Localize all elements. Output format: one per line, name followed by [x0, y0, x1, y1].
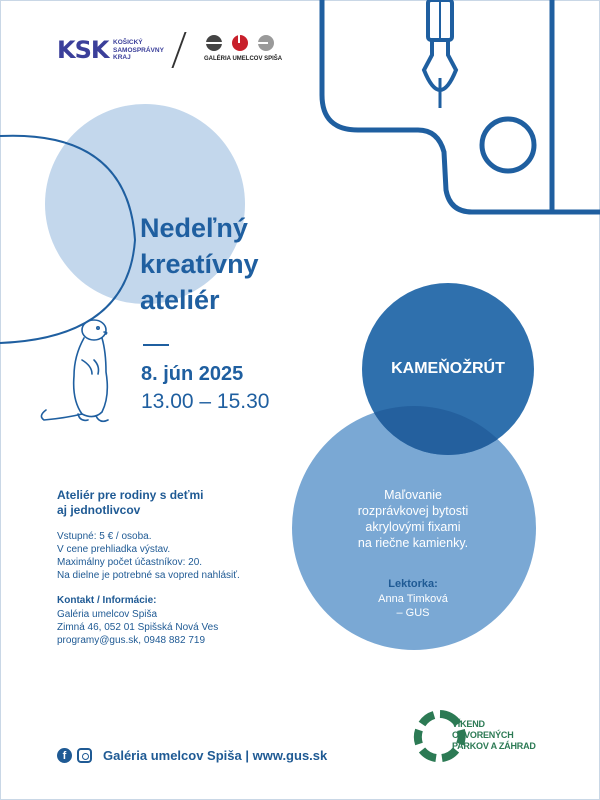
gus-logo-text: GALÉRIA UMELCOV SPIŠA [204, 56, 283, 62]
workshop-heading: KAMEŇOŽRÚT [391, 360, 505, 377]
lektor-name: Anna Timková – GUS [378, 593, 448, 619]
gus-logo-circles [204, 34, 284, 56]
footer-website[interactable]: Galéria umelcov Spiša | www.gus.sk [103, 747, 328, 763]
ksk-logo-letters: KSK [57, 36, 109, 64]
contact-info: Galéria umelcov Spiša Zimná 46, 052 01 Spišská Nová Ves programy@gus.sk, 0948 882 719 [57, 608, 317, 647]
contact-title: Kontakt / Informácie: [57, 595, 157, 606]
footer-social [57, 745, 327, 765]
event-time: 13.00 – 15.30 [141, 390, 270, 413]
audience-subtitle: Ateliér pre rodiny s deťmi aj jednotlivcov [57, 488, 204, 517]
title-separator [143, 344, 169, 346]
title-line: kreatívny [140, 249, 259, 279]
facebook-icon[interactable]: f [57, 748, 72, 763]
marmot-illustration [36, 316, 126, 432]
event-title [140, 210, 340, 318]
title-line: ateliér [140, 285, 220, 315]
title-line: Nedeľný [140, 213, 248, 243]
instagram-icon[interactable] [77, 748, 92, 763]
event-date: 8. jún 2025 [141, 363, 244, 385]
vikend-logo-text: VÍKEND OTVORENÝCH PARKOV A ZÁHRAD [452, 719, 536, 751]
lektor-label: Lektorka: [388, 578, 438, 590]
brush-illustration [300, 0, 600, 220]
ksk-logo-text: KOŠICKÝ SAMOSPRÁVNY KRAJ [113, 39, 164, 61]
gus-logo [204, 34, 284, 64]
ksk-logo [57, 36, 177, 66]
contact-email-phone[interactable]: programy@gus.sk, 0948 882 719 [57, 635, 206, 646]
admission-info: Vstupné: 5 € / osoba. V cene prehliadka výstav. Maximálny počet účastníkov: 20. Na dielne je potrebné sa vopred nahlásiť. [57, 531, 240, 581]
workshop-description: Maľovanie rozprávkovej bytosti akrylovými fixami na riečne kamienky. [357, 488, 469, 550]
